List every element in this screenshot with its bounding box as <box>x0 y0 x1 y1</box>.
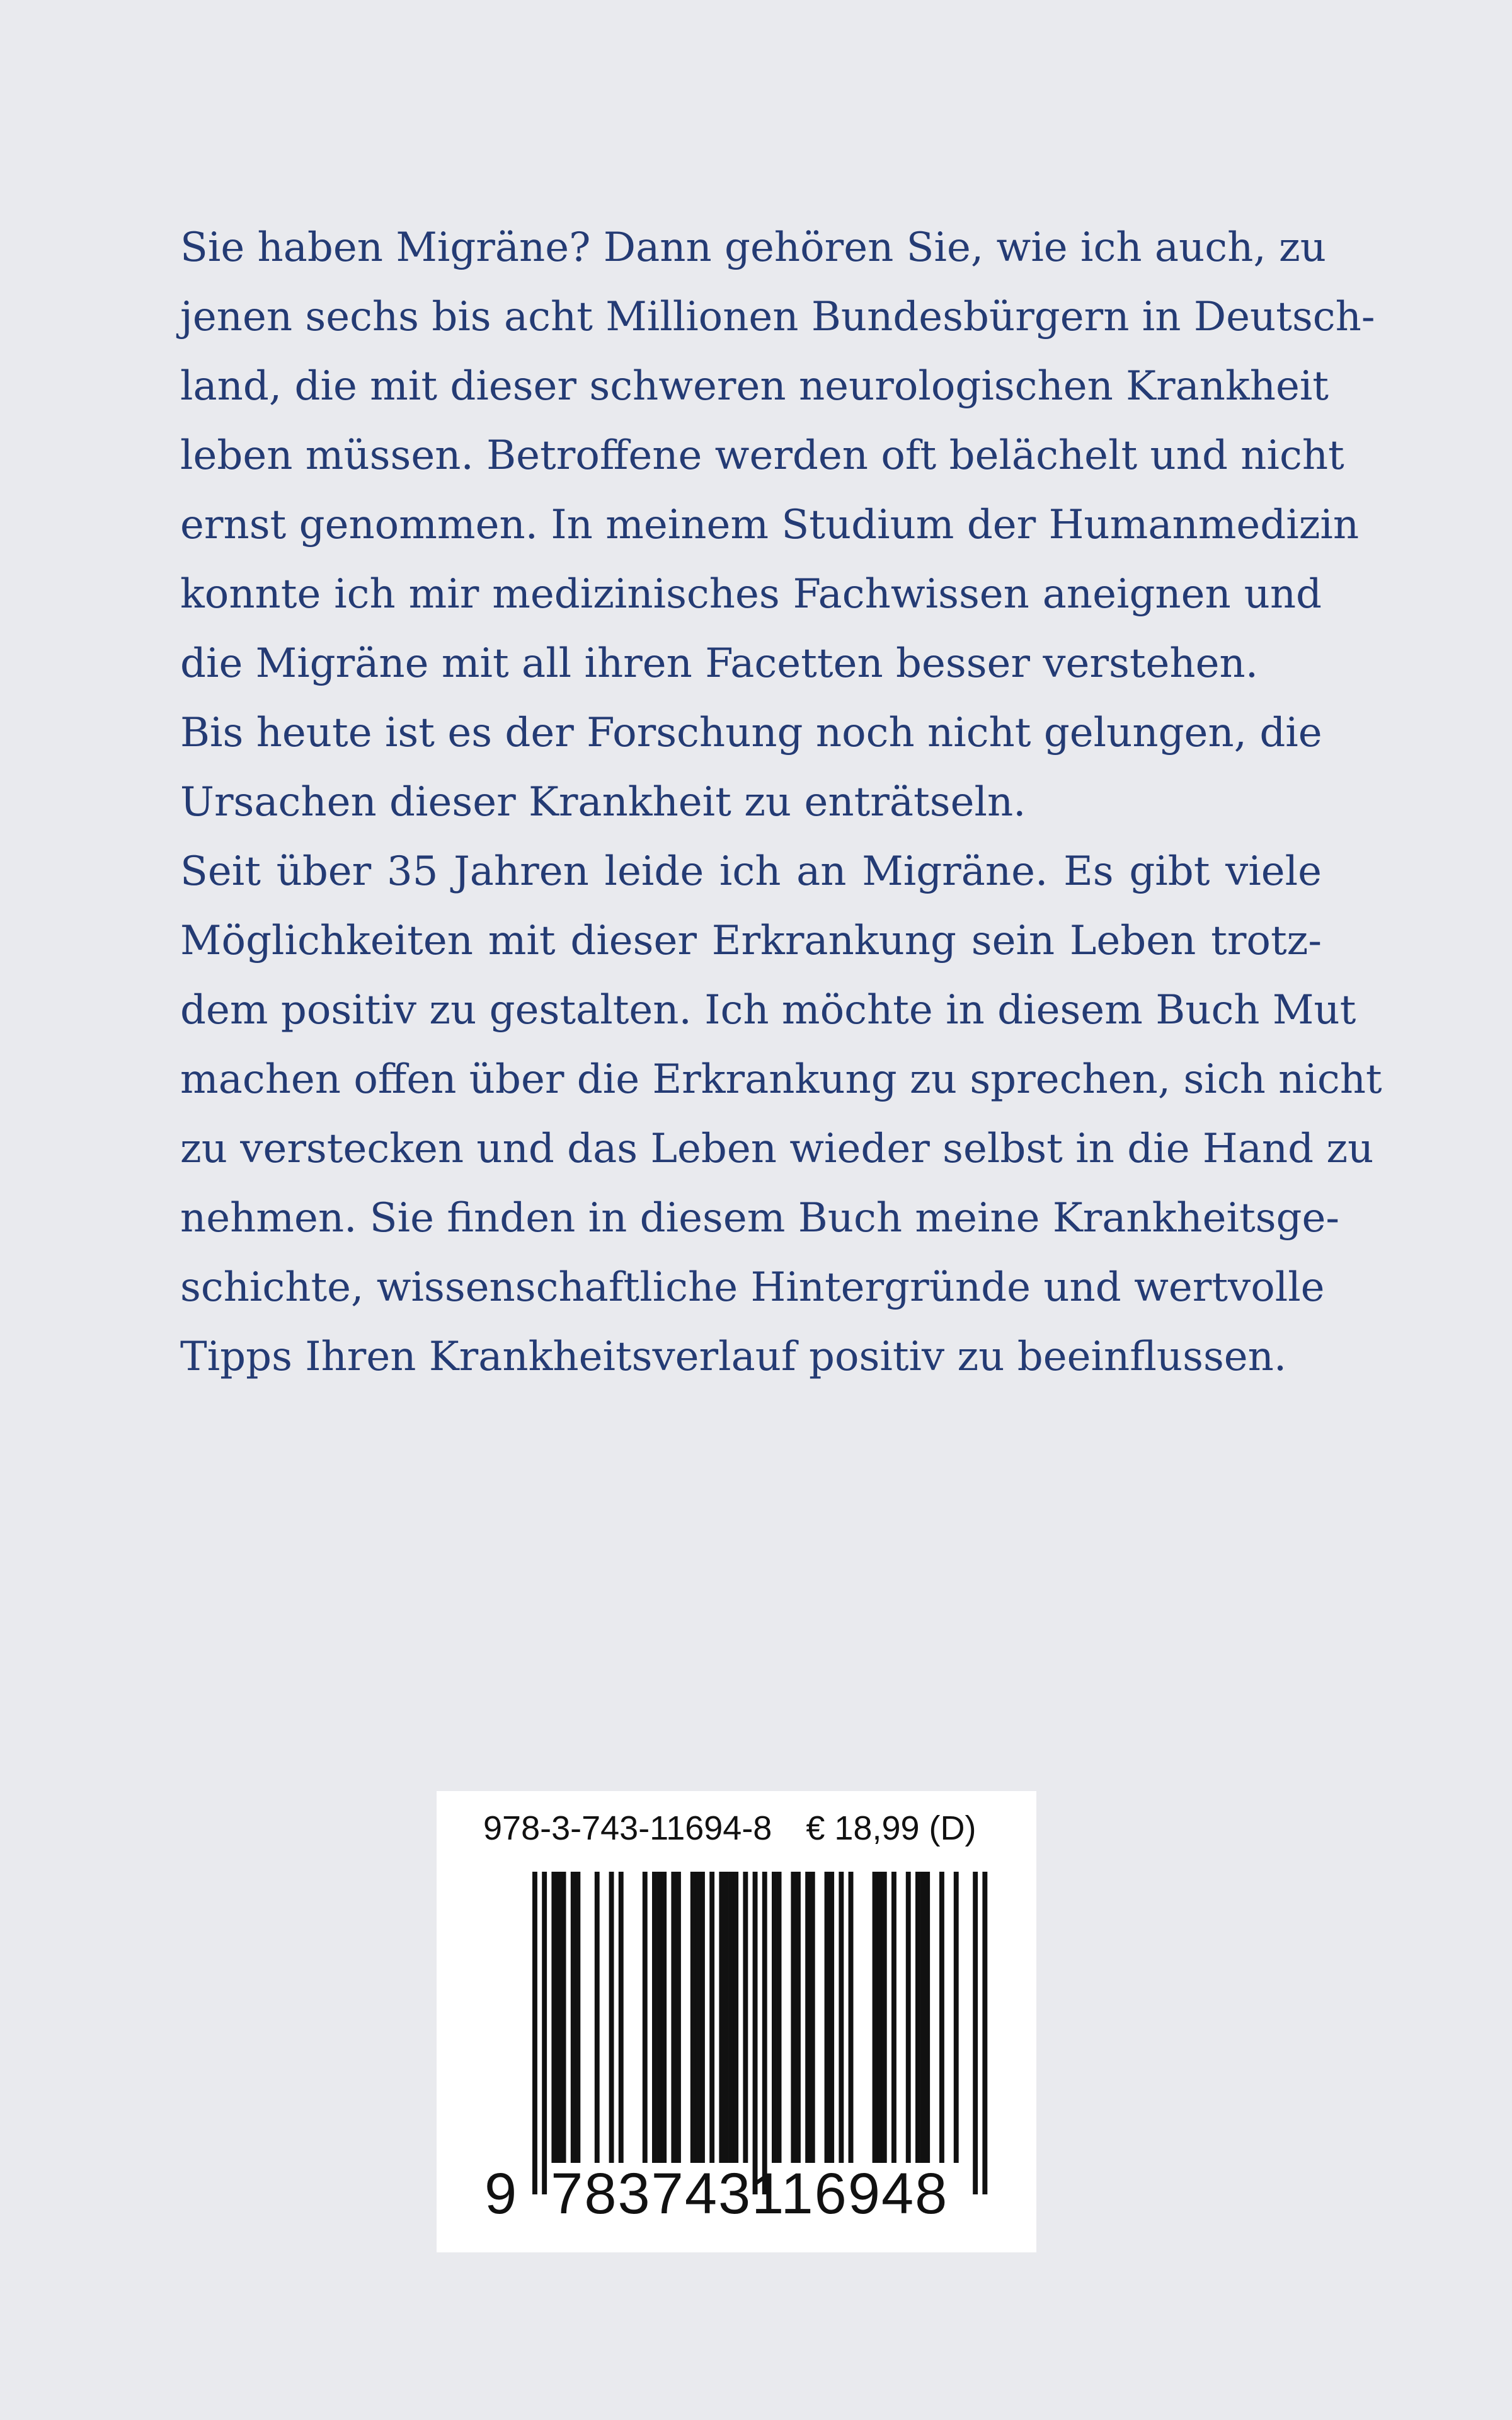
barcode-digits-left: 783743 <box>551 2162 752 2226</box>
barcode-bar <box>695 1872 700 2163</box>
barcode-guard-bar <box>542 1872 547 2194</box>
barcode-bar <box>571 1872 576 2163</box>
barcode-bar <box>724 1872 729 2163</box>
barcode-bar <box>791 1872 796 2163</box>
barcode-bar <box>873 1872 878 2163</box>
barcode-bar <box>777 1872 782 2163</box>
blurb-line: schichte, wissenschaftliche Hintergründe und wertvolle <box>180 1264 1325 1311</box>
barcode-label <box>437 1791 1036 2252</box>
barcode-bar <box>743 1872 748 2163</box>
barcode-bar <box>729 1872 734 2163</box>
barcode-bar <box>796 1872 801 2163</box>
blurb-paragraph-3 <box>180 837 1382 1392</box>
barcode-digit-lead: 9 <box>484 2162 518 2226</box>
blurb-line: nehmen. Sie finden in diesem Buch meine Krankheitsge- <box>180 1195 1339 1242</box>
barcode-bar <box>709 1872 714 2163</box>
barcode-bar <box>657 1872 662 2163</box>
barcode-bar <box>829 1872 834 2163</box>
barcode-bar <box>671 1872 676 2163</box>
barcode-bar <box>700 1872 705 2163</box>
barcode-bar <box>810 1872 815 2163</box>
barcode-bar <box>561 1872 566 2163</box>
barcode-bar <box>595 1872 600 2163</box>
price: € 18,99 (D) <box>806 1809 976 1847</box>
blurb-paragraph-2 <box>180 698 1322 837</box>
barcode-bar <box>772 1872 777 2163</box>
barcode-bar <box>676 1872 681 2163</box>
blurb-line: Sie haben Migräne? Dann gehören Sie, wie ich auch, zu <box>180 224 1326 271</box>
blurb-line: Möglichkeiten mit dieser Erkrankung sein Leben trotz- <box>180 918 1322 964</box>
barcode-bar <box>839 1872 844 2163</box>
barcode-bar <box>719 1872 724 2163</box>
barcode-bar <box>609 1872 614 2163</box>
isbn-number: 978-3-743-11694-8 <box>483 1809 772 1847</box>
barcode-bar <box>733 1872 738 2163</box>
blurb-line: land, die mit dieser schweren neurologischen Krankheit <box>180 363 1329 410</box>
barcode-bar <box>556 1872 561 2163</box>
blurb-line: konnte ich mir medizinisches Fachwissen aneignen und <box>180 571 1322 618</box>
blurb-line: machen offen über die Erkrankung zu sprechen, sich nicht <box>180 1056 1382 1103</box>
barcode-bar <box>891 1872 896 2163</box>
barcode-bar <box>877 1872 882 2163</box>
barcode-guard-bar <box>973 1872 978 2194</box>
barcode-bar <box>662 1872 667 2163</box>
blurb-line: Ursachen dieser Krankheit zu enträtseln. <box>180 779 1026 826</box>
blurb-line: Tipps Ihren Krankheitsverlauf positiv zu beeinflussen. <box>180 1334 1287 1380</box>
blurb-line: dem positiv zu gestalten. Ich möchte in diesem Buch Mut <box>180 987 1356 1034</box>
isbn-price-line <box>483 1809 976 1848</box>
blurb-line: die Migräne mit all ihren Facetten besser verstehen. <box>180 640 1259 687</box>
blurb-paragraph-1 <box>180 213 1375 698</box>
barcode-guard-bar <box>762 1872 767 2194</box>
blurb-line: ernst genommen. In meinem Studium der Humanmedizin <box>180 502 1360 548</box>
barcode-digits <box>484 2161 948 2227</box>
barcode-bar <box>920 1872 925 2163</box>
blurb-line: leben müssen. Betroffene werden oft belächelt und nicht <box>180 432 1344 479</box>
barcode-bar <box>906 1872 911 2163</box>
blurb-text <box>180 213 1382 1392</box>
blurb-line: Bis heute ist es der Forschung noch nicht gelungen, die <box>180 710 1322 756</box>
barcode-bar <box>915 1872 920 2163</box>
barcode-digits-right: 116948 <box>752 2162 949 2226</box>
barcode-bar <box>805 1872 810 2163</box>
barcode-bar <box>939 1872 944 2163</box>
barcode-bar <box>643 1872 648 2163</box>
barcode-bar <box>925 1872 930 2163</box>
barcode-guard-bar <box>982 1872 987 2194</box>
barcode-bar <box>825 1872 830 2163</box>
blurb-line: zu verstecken und das Leben wieder selbst in die Hand zu <box>180 1126 1374 1172</box>
barcode-bar <box>882 1872 887 2163</box>
barcode-bar <box>690 1872 696 2163</box>
barcode-bar <box>954 1872 959 2163</box>
blurb-line: jenen sechs bis acht Millionen Bundesbürgern in Deutsch- <box>180 294 1375 340</box>
barcode-bar <box>652 1872 657 2163</box>
barcode-guard-bar <box>532 1872 537 2194</box>
barcode-bar <box>551 1872 556 2163</box>
barcode-bar <box>619 1872 624 2163</box>
barcode-bar <box>849 1872 854 2163</box>
blurb-line: Seit über 35 Jahren leide ich an Migräne. Es gibt viele <box>180 848 1322 895</box>
barcode-bar <box>575 1872 580 2163</box>
barcode-guard-bar <box>753 1872 758 2194</box>
